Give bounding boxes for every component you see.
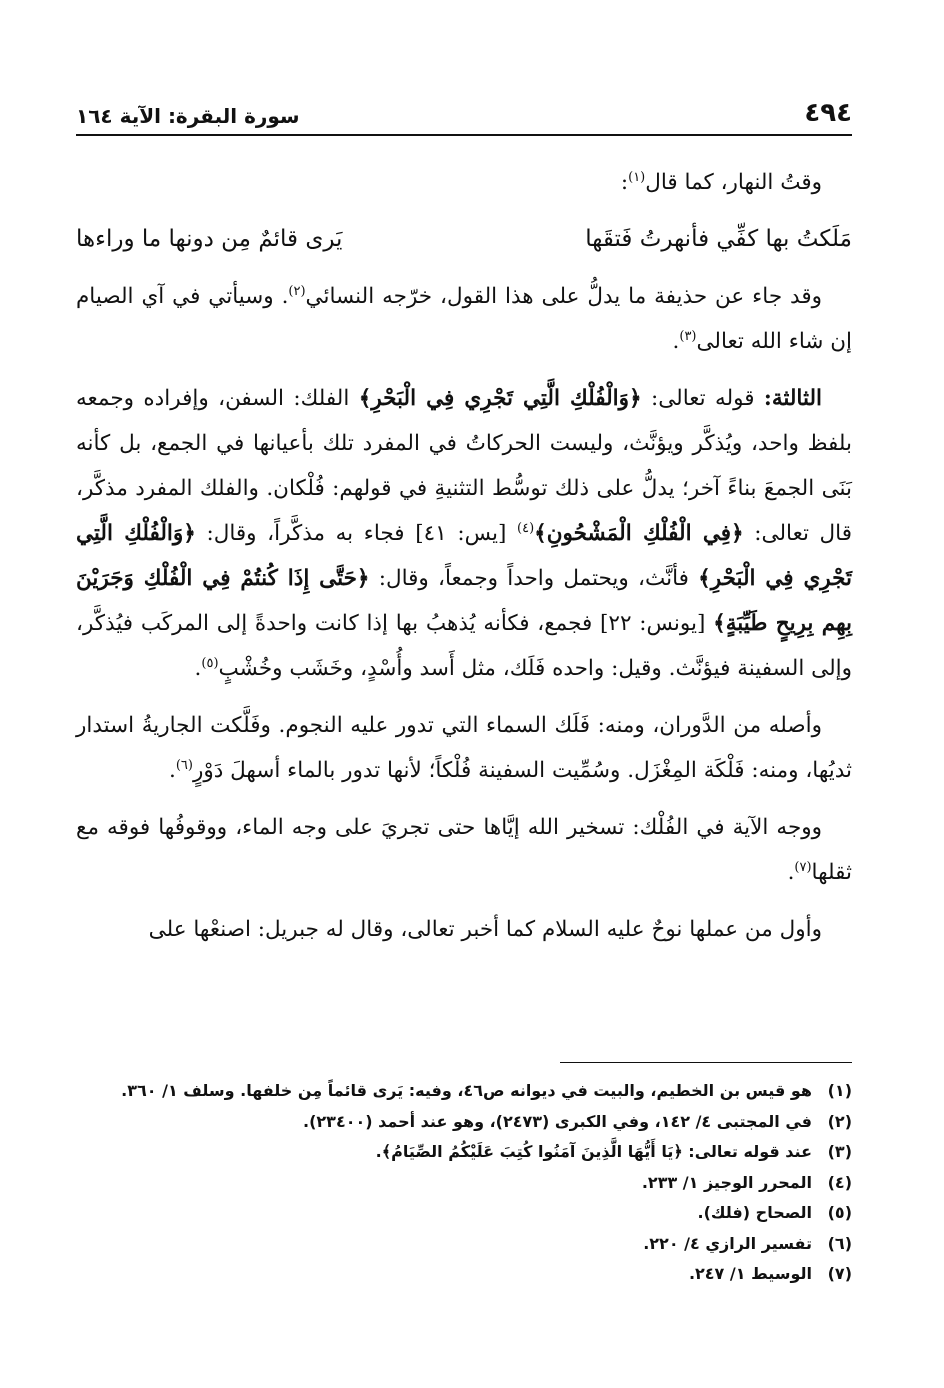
quran-verse: ﴿وَالْفُلْكِ الَّتِي تَجْرِي فِي الْبَحْرِ﴾: [358, 386, 642, 411]
footnote-item: [76, 1076, 852, 1107]
paragraph-origin: [76, 703, 852, 793]
footnote-item: [76, 1107, 852, 1138]
paragraph-text: فأنَّث، ويحتمل واحداً وجمعاً، وقال:: [369, 566, 699, 591]
paragraph-text: .: [168, 758, 176, 783]
footnote-number: (٢): [827, 1111, 852, 1131]
paragraph-third-issue: [76, 376, 852, 691]
paragraph-text: ووجه الآية في الفُلْك: تسخير الله إيَّاها حتى تجريَ على وجه الماء، ووقوفُها فوقه مع ثقلها: [76, 815, 852, 885]
verse-hemistich-second: يَرى قائمٌ مِن دونها ما وراءها: [76, 226, 343, 252]
paragraph-text: :: [620, 170, 629, 195]
footnote-item: [76, 1168, 852, 1199]
running-title: سورة البقرة: الآية ١٦٤: [76, 104, 300, 128]
footnote-number: (٥): [827, 1203, 852, 1222]
footnote-number: (٧): [827, 1264, 852, 1283]
footnote-ref[interactable]: (٤): [517, 520, 535, 536]
paragraph-text: الفلك: السفن، وإفراده وجمعه بلفظ واحد، ويُذكَّر ويؤنَّث، وليست الحركاتُ في المفرد تلك بأعيانها في الجمع، بل كأنه بَنَى الجمعَ بناءً آخر؛ يدلُّ على ذلك توسُّط التثنيةِ في قولهم: فُلْكان. والفلك المفرد مذكَّر، قال تعالى:: [76, 386, 853, 546]
footnote-text: الوسيط ١/ ٢٤٧.: [688, 1264, 812, 1283]
paragraph-text: .: [787, 860, 795, 885]
section-heading: الثالثة:: [763, 386, 822, 411]
paragraph-text: وقد جاء عن حذيفة ما يدلُّ على هذا القول، خرّجه النسائي: [305, 284, 822, 309]
paragraph-text: وأول من عملها نوحٌ عليه السلام كما أخبر تعالى، وقال له جبريل: اصنعْها على: [148, 917, 822, 942]
paragraph-text: وأصله من الدَّوران، ومنه: فَلَك السماء التي تدور عليه النجوم. وفَلَّكت الجاريةُ استدار ثديُها، ومنه: فَلْكَة المِغْزَل. وسُمِّيت السفينة فُلْكاً؛ لأنها تدور بالماء أسهلَ دَوْرٍ: [76, 713, 852, 783]
paragraph-hudhayfa: [76, 274, 852, 364]
page-number: ٤٩٤: [804, 98, 852, 128]
paragraph-text: [يونس: ٢٢] فجمع، فكأنه يُذهبُ بها إذا كانت واحدةً إلى المركَب فيُذكَّر، وإلى السفينة فيؤنَّث. وقيل: واحده فَلَك، مثل أَسد وأُسْدٍ، وخَشَب وخُشْبٍ: [76, 611, 852, 681]
quran-verse: ﴿فِي الْفُلْكِ الْمَشْحُونِ﴾: [534, 521, 744, 546]
footnote-text: في المجتبى ٤/ ١٤٢، وفي الكبرى (٢٤٧٣)، وهو عند أحمد (٢٣٤٠٠).: [303, 1111, 812, 1131]
footnote-number: (١): [827, 1081, 852, 1100]
page-header: [76, 88, 852, 136]
footnote-ref[interactable]: (٢): [288, 283, 306, 299]
footnote-ref[interactable]: (٧): [794, 859, 812, 875]
poetry-verse: [76, 217, 852, 262]
footnote-text: تفسير الرازي ٤/ ٢٢٠.: [643, 1233, 812, 1253]
footnote-number: (٤): [827, 1172, 852, 1192]
footnote-text: عند قوله تعالى: ﴿يَا أَيُّهَا الَّذِينَ آمَنُوا كُتِبَ عَلَيْكُمُ الصِّيَامُ﴾.: [375, 1142, 812, 1161]
footnote-text: المحرر الوجيز ١/ ٢٣٣.: [641, 1172, 812, 1192]
footnote-item: [76, 1259, 852, 1290]
paragraph-noah: [76, 907, 852, 952]
paragraph-intro: [76, 160, 852, 205]
paragraph-text: وقتُ النهار، كما قال: [645, 170, 822, 195]
paragraph-text: قوله تعالى:: [641, 386, 764, 411]
footnote-text: هو قيس بن الخطيم، والبيت في ديوانه ص٤٦، وفيه: يَرى قائماً مِن خلفها. وسلف ١/ ٣٦٠.: [121, 1081, 812, 1100]
main-text: [76, 160, 852, 964]
paragraph-text: [يس: ٤١] فجاء به مذكَّراً، وقال:: [195, 521, 518, 546]
footnote-text: الصحاح (فلك).: [697, 1203, 812, 1222]
footnote-number: (٣): [827, 1142, 852, 1161]
footnotes: [76, 1076, 852, 1290]
paragraph-sign: [76, 805, 852, 895]
footnote-item: [76, 1229, 852, 1260]
footnote-ref[interactable]: (٣): [679, 328, 697, 344]
footnote-ref[interactable]: (٦): [175, 757, 193, 773]
footnote-divider: [560, 1062, 852, 1063]
footnote-item: [76, 1198, 852, 1229]
footnote-number: (٦): [827, 1233, 852, 1253]
footnote-ref[interactable]: (٥): [201, 655, 219, 671]
paragraph-text: .: [672, 329, 680, 354]
paragraph-text: . وسيأتي في آي الصيام إن شاء الله تعالى: [76, 284, 852, 354]
quran-verse: ﴿وَالْفُلْكِ الَّتِي تَجْرِي فِي الْبَحْرِ﴾: [76, 521, 853, 591]
footnote-ref[interactable]: (١): [628, 169, 646, 185]
footnote-item: [76, 1137, 852, 1168]
verse-hemistich-first: مَلَكتُ بها كفِّي فأنهرتُ فَتقَها: [585, 226, 852, 252]
quran-verse: ﴿حَتَّى إِذَا كُنتُمْ فِي الْفُلْكِ وَجَرَيْنَ بِهِم بِرِيحٍ طَيِّبَةٍ﴾: [76, 566, 852, 636]
paragraph-text: .: [194, 656, 202, 681]
